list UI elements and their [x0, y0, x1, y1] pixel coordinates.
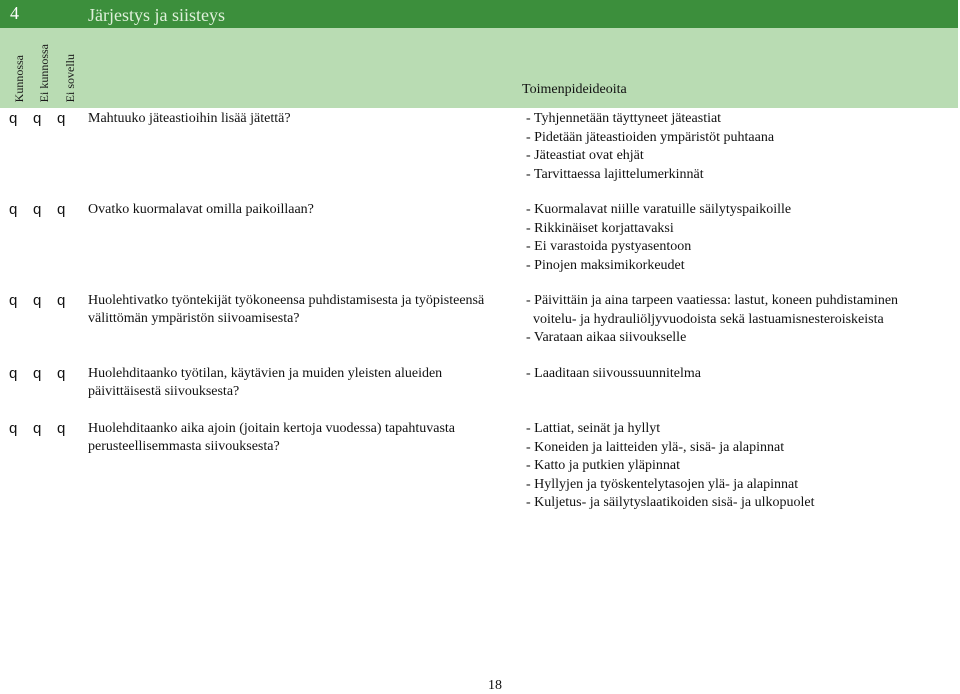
table-header: [0, 28, 958, 108]
question-text: Huolehtivatko työntekijät työkoneensa puhdistamisesta ja työpisteensä välittömän ympäristön siivoamisesta?: [88, 293, 485, 326]
measure-idea-item: voitelu- ja hydrauliöljyvuodoista sekä lastuamisnesteroiskeista: [533, 311, 884, 327]
measure-idea-item: - Ei varastoida pystyasentoon: [526, 239, 692, 254]
checkbox-not-ok[interactable]: q: [33, 201, 42, 218]
column-header-ok: Kunnossa: [12, 54, 26, 102]
measure-ideas: [526, 292, 956, 348]
measure-ideas: [526, 365, 956, 384]
section-number: 4: [10, 3, 19, 23]
checkbox-not-applicable[interactable]: q: [57, 292, 66, 309]
checkbox-group: [9, 365, 81, 382]
measures-column-header: Toimenpideideoita: [522, 82, 627, 97]
checkbox-ok[interactable]: q: [9, 292, 18, 309]
measure-ideas: [526, 201, 956, 275]
measure-idea-item: - Kuljetus- ja säilytyslaatikoiden sisä- ja ulkopuolet: [526, 495, 815, 510]
measure-idea-item: - Päivittäin ja aina tarpeen vaatiessa: lastut, koneen puhdistaminen: [526, 293, 899, 308]
checkbox-ok[interactable]: q: [9, 420, 18, 437]
checkbox-group: [9, 292, 81, 309]
column-header-not-ok: Ei kunnossa: [37, 43, 51, 102]
checkbox-ok[interactable]: q: [9, 365, 18, 382]
measure-idea-item: - Jäteastiat ovat ehjät: [526, 148, 644, 163]
measure-idea-item: - Varataan aikaa siivoukselle: [526, 330, 687, 345]
measure-idea-item: - Laaditaan siivoussuunnitelma: [526, 366, 701, 381]
question-text: Huolehditaanko aika ajoin (joitain kertoja vuodessa) tapahtuvasta perusteellisemmasta siivouksesta?: [88, 421, 455, 454]
measure-idea-item: - Hyllyjen ja työskentelytasojen ylä- ja alapinnat: [526, 476, 799, 492]
measure-idea-item: - Kuormalavat niille varatuille säilytyspaikoille: [526, 202, 792, 217]
page-number: 18: [488, 678, 502, 693]
measure-idea-item: - Pidetään jäteastioiden ympäristöt puhtaana: [526, 129, 775, 145]
measure-ideas: [526, 110, 956, 184]
question-text: Huolehditaanko työtilan, käytävien ja muiden yleisten alueiden päivittäisestä siivouksesta?: [88, 366, 443, 399]
checkbox-group: [9, 201, 81, 218]
checkbox-not-ok[interactable]: q: [33, 420, 42, 437]
measure-idea-item: - Katto ja putkien yläpinnat: [526, 458, 680, 473]
column-header-not-applicable: Ei sovellu: [63, 53, 77, 102]
checkbox-not-applicable[interactable]: q: [57, 110, 66, 127]
checkbox-not-ok[interactable]: q: [33, 110, 42, 127]
section-title-bar: [0, 0, 958, 28]
measure-idea-item: - Pinojen maksimikorkeudet: [526, 257, 685, 273]
checkbox-ok[interactable]: q: [9, 201, 18, 218]
checkbox-ok[interactable]: q: [9, 110, 18, 127]
checkbox-not-ok[interactable]: q: [33, 365, 42, 382]
checkbox-not-applicable[interactable]: q: [57, 201, 66, 218]
section-title: Järjestys ja siisteys: [88, 5, 225, 25]
question-text: Mahtuuko jäteastioihin lisää jätettä?: [88, 111, 291, 126]
checkbox-group: [9, 420, 81, 437]
checkbox-group: [9, 110, 81, 127]
measure-ideas: [526, 420, 956, 513]
measure-idea-item: - Rikkinäiset korjattavaksi: [526, 220, 674, 236]
measure-idea-item: - Tarvittaessa lajittelumerkinnät: [526, 166, 704, 182]
question-text: Ovatko kuormalavat omilla paikoillaan?: [88, 202, 314, 217]
measure-idea-item: - Lattiat, seinät ja hyllyt: [526, 421, 661, 436]
checkbox-not-applicable[interactable]: q: [57, 365, 66, 382]
checkbox-not-ok[interactable]: q: [33, 292, 42, 309]
measure-idea-item: - Koneiden ja laitteiden ylä-, sisä- ja alapinnat: [526, 439, 785, 455]
measure-idea-item: - Tyhjennetään täyttyneet jäteastiat: [526, 111, 722, 126]
checkbox-not-applicable[interactable]: q: [57, 420, 66, 437]
